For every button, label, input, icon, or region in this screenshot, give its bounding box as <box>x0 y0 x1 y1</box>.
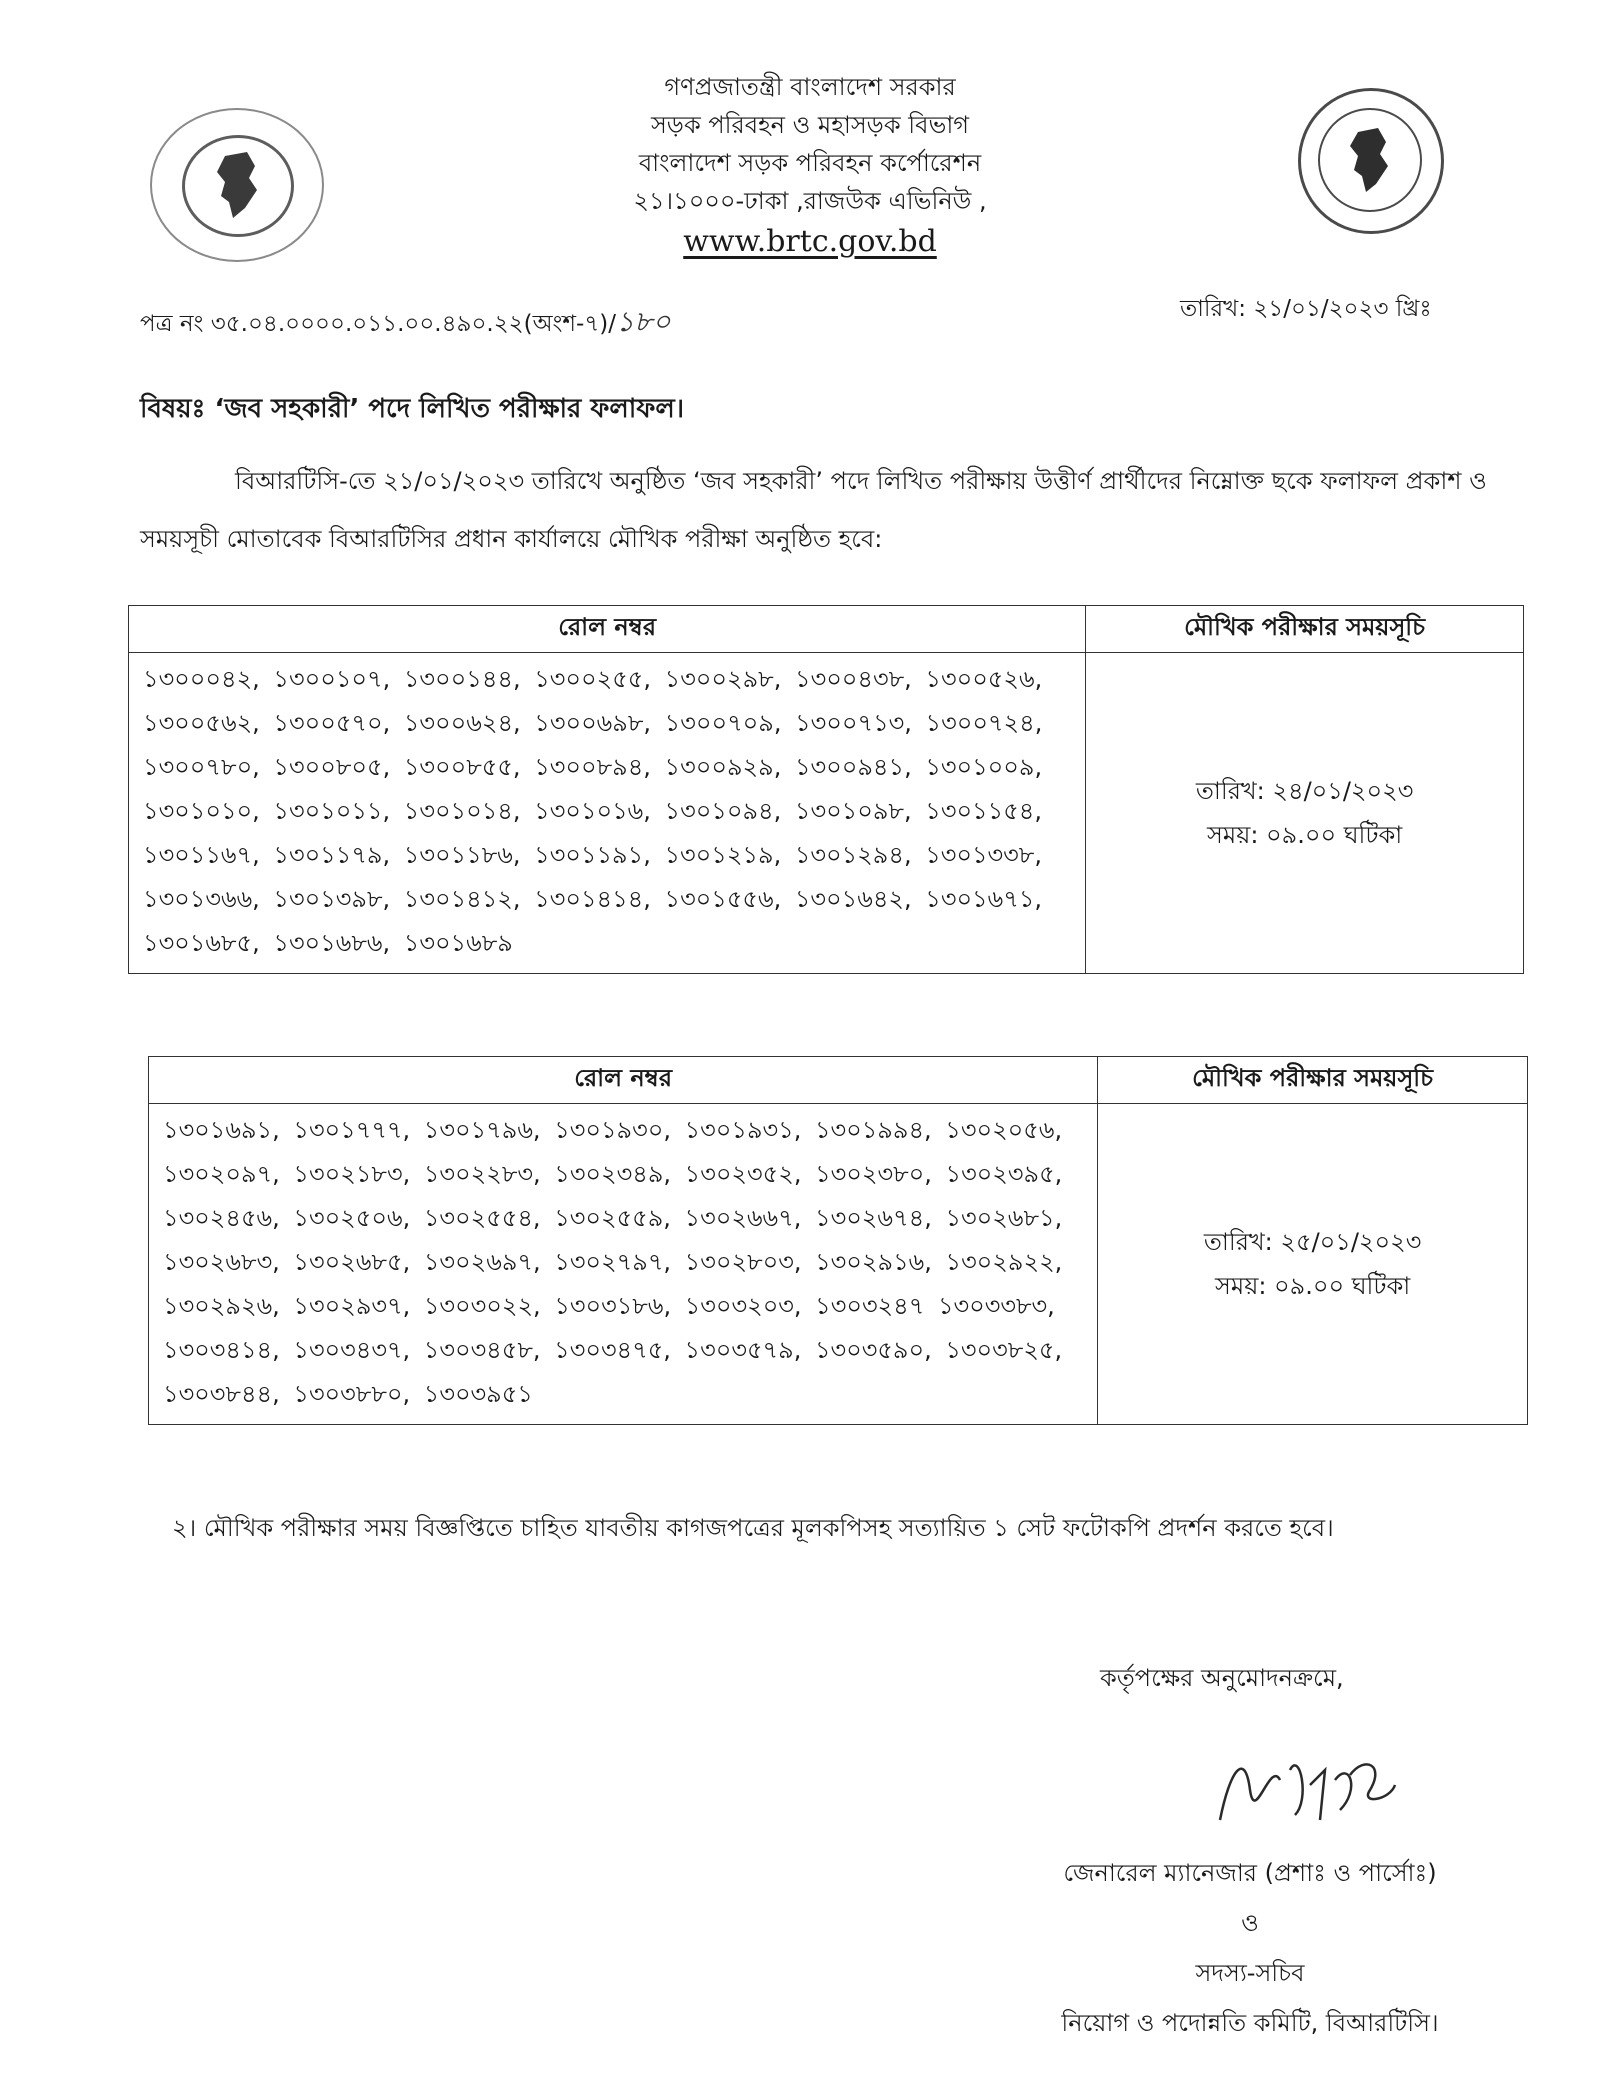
documents-instruction: ২। মৌখিক পরীক্ষার সময় বিজ্ঞপ্তিতে চাহিত যাবতীয় কাগজপত্রের মূলকপিসহ সত্যায়িত ১ সেট ফটোকপি প্রদর্শন করতে হবে। <box>172 1514 1334 1542</box>
seal-inner-ring <box>1318 108 1422 212</box>
header-government: গণপ্রজাতন্ত্রী বাংলাদেশ সরকার <box>664 73 956 101</box>
viva-date: তারিখ: ২৫/০১/২০২৩ <box>1203 1228 1422 1256</box>
bangladesh-map-icon <box>185 138 291 234</box>
schedule-cell <box>1098 1104 1528 1425</box>
header-division: সড়ক পরিবহন ও মহাসড়ক বিভাগ <box>650 111 970 139</box>
signatory-conjunction: ও <box>1241 1909 1259 1937</box>
seal-inner-ring <box>182 135 294 237</box>
letterhead <box>460 68 1160 264</box>
header-website[interactable]: www.brtc.gov.bd <box>683 224 937 259</box>
handwritten-signature <box>1200 1730 1410 1850</box>
table-row <box>129 653 1524 974</box>
schedule-table-1 <box>128 605 1524 974</box>
table-row <box>149 1104 1528 1425</box>
letter-date: তারিখ: ২১/০১/২০২৩ খ্রিঃ <box>1180 296 1432 322</box>
government-seal-left <box>150 108 324 262</box>
schedule-table-2 <box>148 1056 1528 1425</box>
roll-number-list: ১৩০০০৪২, ১৩০০১০৭, ১৩০০১৪৪, ১৩০০২৫৫, ১৩০০২৯৮, ১৩০০৪৩৮, ১৩০০৫২৬, ১৩০০৫৬২, ১৩০০৫৭০, ১৩০০৬২৪, ১৩০০৬৯৮, ১৩০০৭০৯, ১৩০০৭১৩, ১৩০০৭২৪, ১৩০০৭৮০, ১৩০০৮০৫, ১৩০০৮৫৫, ১৩০০৮৯৪, ১৩০০৯২৯, ১৩০০৯৪১, ১৩০১০০৯, ১৩০১০১০, ১৩০১০১১, ১৩০১০১৪, ১৩০১০১৬, ১৩০১০৯৪, ১৩০১০৯৮, ১৩০১১৫৪, ১৩০১১৬৭, ১৩০১১৭৯, ১৩০১১৮৬, ১৩০১১৯১, ১৩০১২১৯, ১৩০১২৯৪, ১৩০১৩৩৮, ১৩০১৩৬৬, ১৩০১৩৯৮, ১৩০১৪১২, ১৩০১৪১৪, ১৩০১৫৫৬, ১৩০১৬৪২, ১৩০১৬৭১, ১৩০১৬৮৫, ১৩০১৬৮৬, ১৩০১৬৮৯ <box>129 653 1086 974</box>
roll-number-header: রোল নম্বর <box>129 606 1086 653</box>
signatory-block <box>1030 1848 1470 2048</box>
table-header-row <box>129 606 1524 653</box>
memo-number: পত্র নং ৩৫.০৪.০০০০.০১১.০০.৪৯০.২২(অংশ-৭)/ <box>140 311 617 337</box>
memo-reference <box>140 300 671 347</box>
approval-line: কর্তৃপক্ষের অনুমোদনক্রমে, <box>1100 1664 1344 1692</box>
roll-number-header: রোল নম্বর <box>149 1057 1098 1104</box>
schedule-header: মৌখিক পরীক্ষার সময়সূচি <box>1086 606 1524 653</box>
table-header-row <box>149 1057 1528 1104</box>
schedule-cell <box>1086 653 1524 974</box>
signatory-committee: নিয়োগ ও পদোন্নতি কমিটি, বিআরটিসি। <box>1061 2009 1439 2037</box>
bangladesh-map-icon <box>1320 110 1420 210</box>
viva-time: সময়: ০৯.০০ ঘটিকা <box>1215 1272 1411 1300</box>
subject-line: বিষয়ঃ ‘জব সহকারী’ পদে লিখিত পরীক্ষার ফলাফল। <box>140 394 684 424</box>
header-corporation: বাংলাদেশ সড়ক পরিবহন কর্পোরেশন <box>638 149 982 177</box>
brtc-seal-right <box>1298 88 1444 234</box>
signatory-role: সদস্য-সচিব <box>1195 1959 1305 1987</box>
header-address: ২১।১০০০-ঢাকা ,রাজউক এভিনিউ , <box>633 187 987 215</box>
intro-paragraph: বিআরটিসি-তে ২১/০১/২০২৩ তারিখে অনুষ্ঠিত ‘জব সহকারী’ পদে লিখিত পরীক্ষায় উত্তীর্ণ প্রার্থীদের নিম্নোক্ত ছকে ফলাফল প্রকাশ ও সময়সূচী মোতাবেক বিআরটিসির প্রধান কার্যালয়ে মৌখিক পরীক্ষা অনুষ্ঠিত হবে: <box>140 467 1487 553</box>
viva-time: সময়: ০৯.০০ ঘটিকা <box>1207 821 1403 849</box>
signatory-designation: জেনারেল ম্যানেজার (প্রশাঃ ও পার্সোঃ) <box>1063 1859 1437 1887</box>
roll-number-list: ১৩০১৬৯১, ১৩০১৭৭৭, ১৩০১৭৯৬, ১৩০১৯৩০, ১৩০১৯৩১, ১৩০১৯৯৪, ১৩০২০৫৬, ১৩০২০৯৭, ১৩০২১৮৩, ১৩০২২৮৩, ১৩০২৩৪৯, ১৩০২৩৫২, ১৩০২৩৮০, ১৩০২৩৯৫, ১৩০২৪৫৬, ১৩০২৫০৬, ১৩০২৫৫৪, ১৩০২৫৫৯, ১৩০২৬৬৭, ১৩০২৬৭৪, ১৩০২৬৮১, ১৩০২৬৮৩, ১৩০২৬৮৫, ১৩০২৬৯৭, ১৩০২৭৯৭, ১৩০২৮০৩, ১৩০২৯১৬, ১৩০২৯২২, ১৩০২৯২৬, ১৩০২৯৩৭, ১৩০৩০২২, ১৩০৩১৮৬, ১৩০৩২০৩, ১৩০৩২৪৭ ১৩০৩৩৮৩, ১৩০৩৪১৪, ১৩০৩৪৩৭, ১৩০৩৪৫৮, ১৩০৩৪৭৫, ১৩০৩৫৭৯, ১৩০৩৫৯০, ১৩০৩৮২৫, ১৩০৩৮৪৪, ১৩০৩৮৮০, ১৩০৩৯৫১ <box>149 1104 1098 1425</box>
memo-handwritten-number: ১৮০ <box>616 305 671 338</box>
viva-date: তারিখ: ২৪/০১/২০২৩ <box>1195 777 1414 805</box>
schedule-header: মৌখিক পরীক্ষার সময়সূচি <box>1098 1057 1528 1104</box>
